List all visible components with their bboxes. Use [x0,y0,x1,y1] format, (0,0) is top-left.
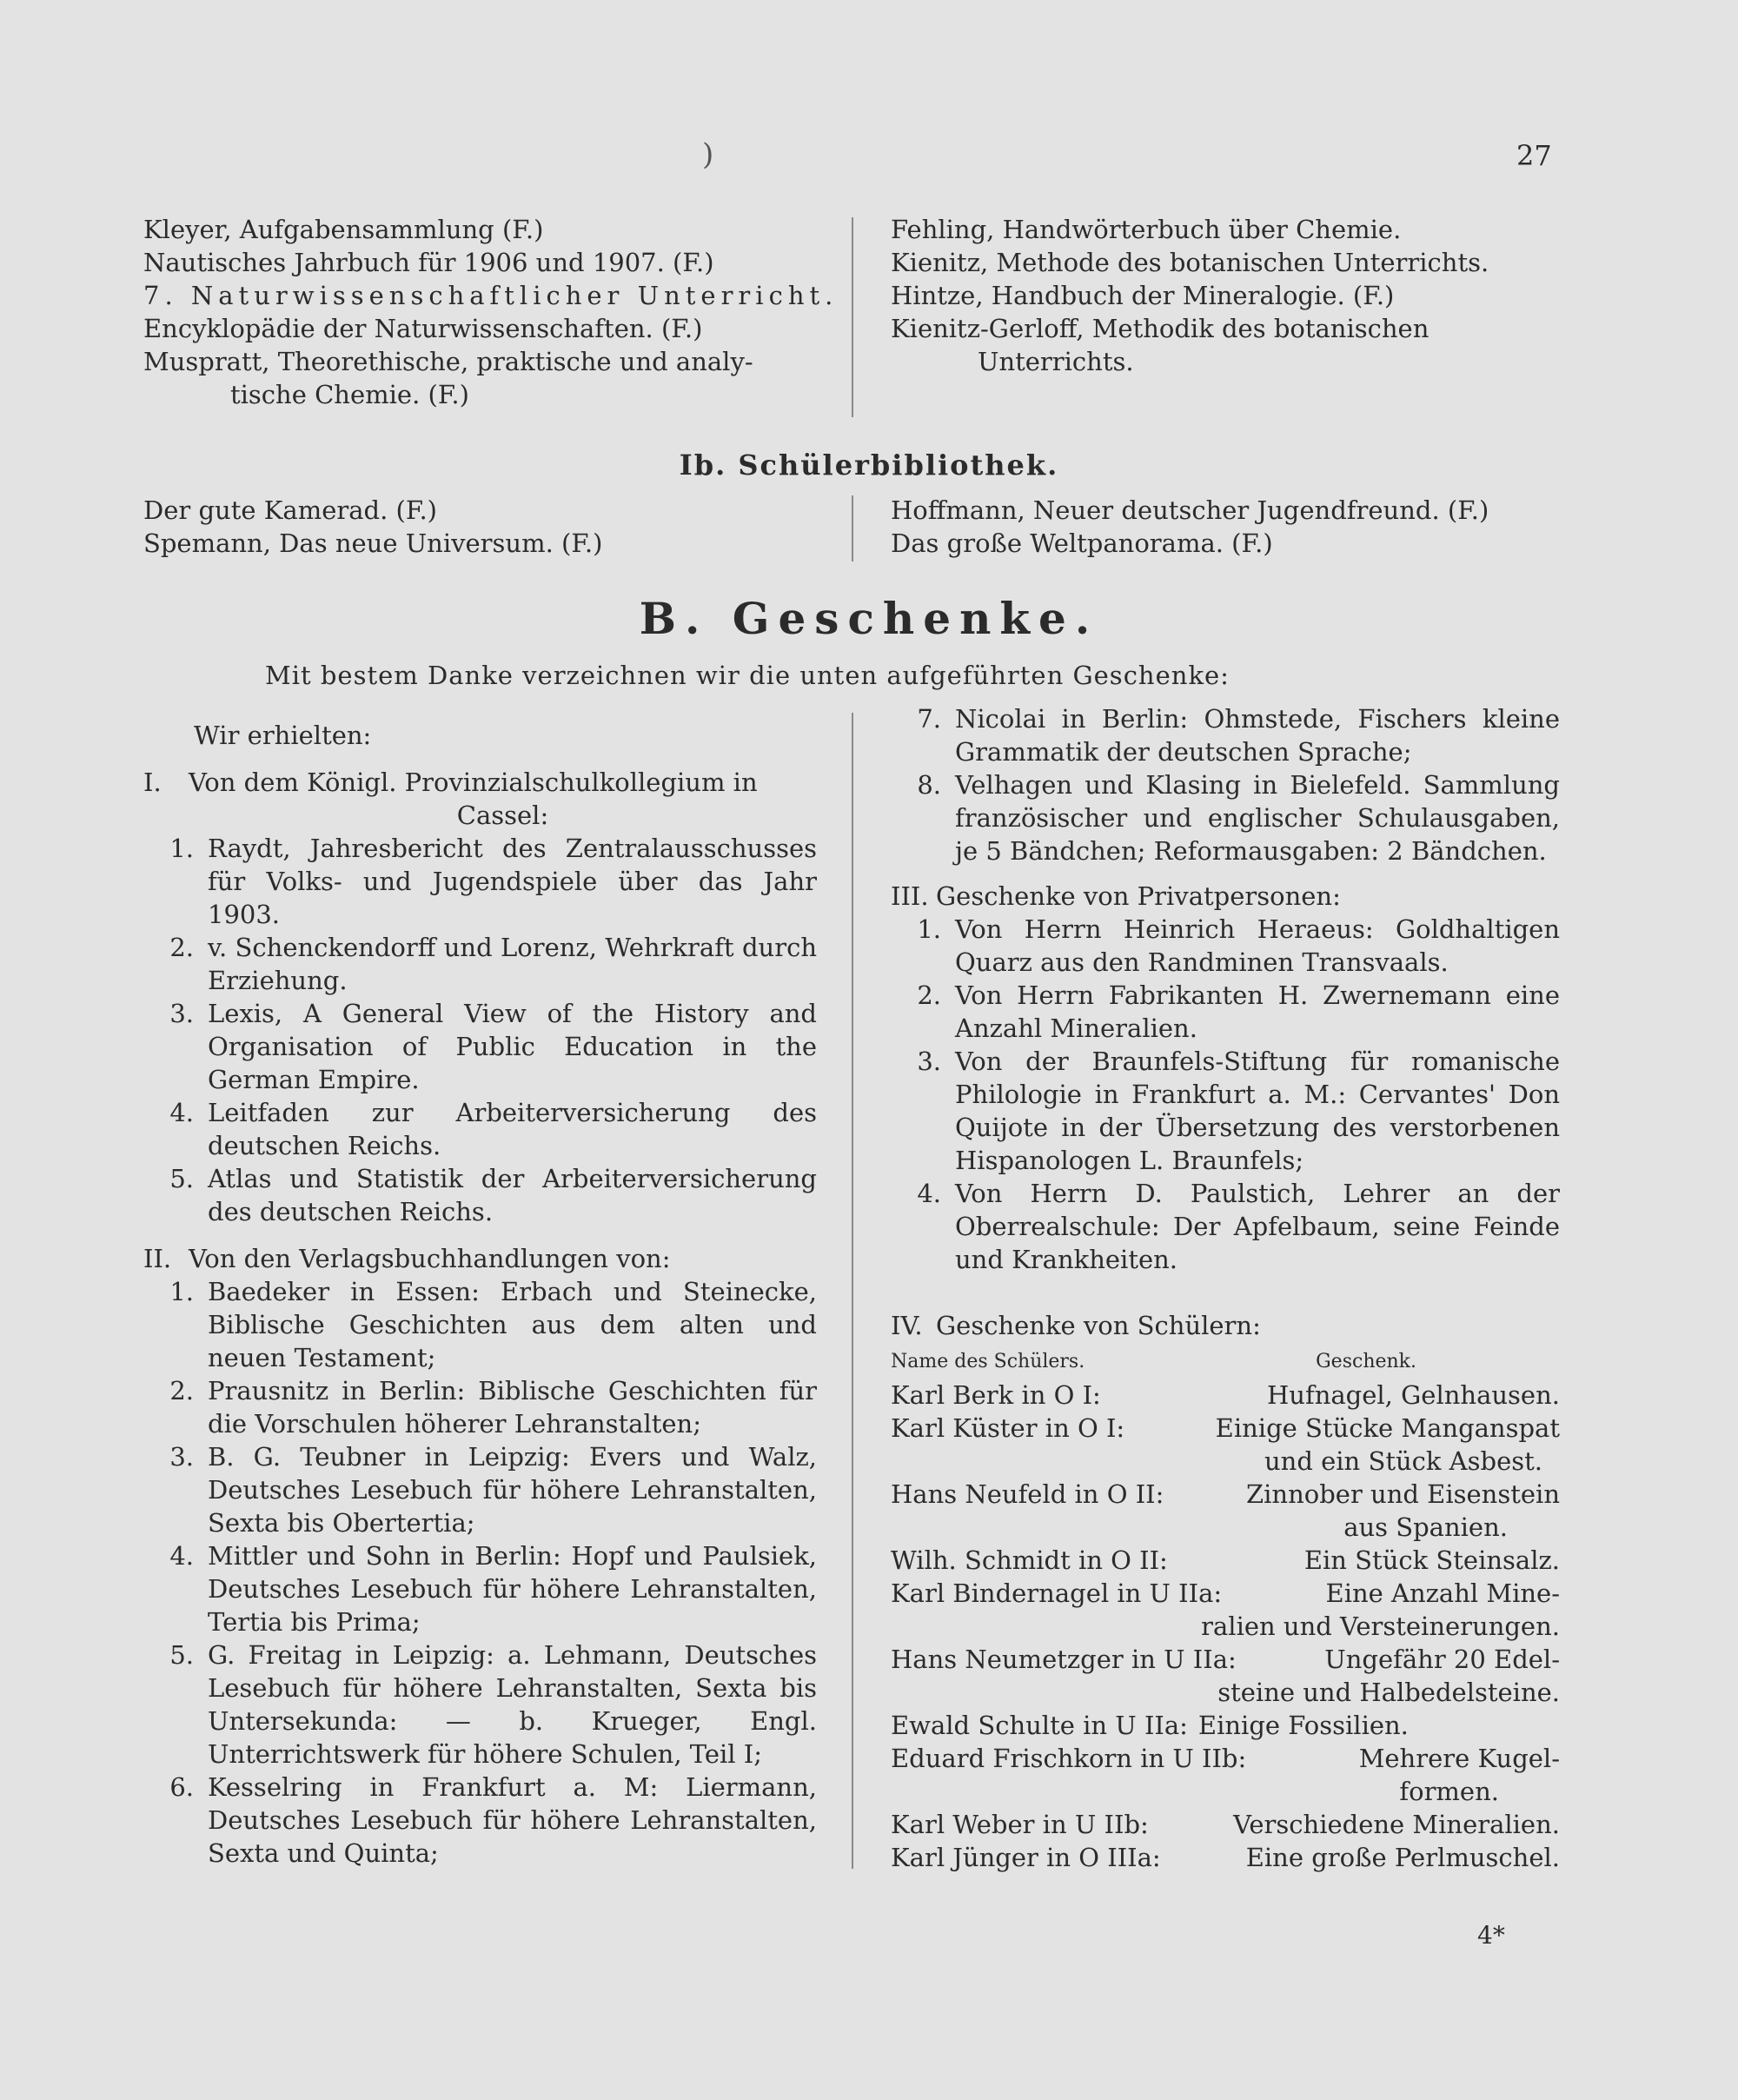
item-number: 3. [917,1047,941,1076]
list-item: Kienitz-Gerloff, Methodik des botanischen [891,314,1430,343]
pupil-name: Karl Berk in O I: [891,1380,1101,1410]
group-number: IV. [891,1311,923,1340]
item-text: Von Herrn Fabrikanten H. Zwernemann eine Anzahl Mineralien. [955,980,1560,1043]
table-row [891,1841,1560,1874]
item-text: Nicolai in Berlin: Ohmstede, Fischers kleine Grammatik der deutschen Sprache; [955,704,1560,767]
gift-text: Zinnober und Eisenstein [1246,1479,1560,1509]
list-item-cont: tische Chemie. (F.) [230,380,469,409]
item-text: Velhagen und Klasing in Bielefeld. Sammlung französischer und englischer Schulausgaben, je 5 Bändchen; Reformausgaben: 2 Bändchen. [955,770,1560,866]
received-label: Wir erhielten: [194,721,372,750]
list-item [891,702,1560,768]
top-left-column [143,213,839,411]
item-number: 1. [917,914,941,944]
table-row [891,1709,1560,1742]
item-text: Von Herrn D. Paulstich, Lehrer an der Oberrealschule: Der Apfelbaum, seine Feinde und Krankheiten. [955,1179,1560,1274]
item-text: Raydt, Jahresbericht des Zentralausschusses für Volks- und Jugendspiele über das Jahr 1903. [208,834,817,929]
list-item [891,1045,1560,1177]
item-number: 5. [169,1640,194,1670]
list-item [891,1177,1560,1276]
item-text: Von der Braunfels-Stiftung für romanische Philologie in Frankfurt a. M.: Cervantes' Don Quijote in der Übersetzung des verstorbenen Hispanologen L. Braunfels; [955,1047,1560,1175]
pupil-name: Hans Neumetzger in U IIa: [891,1645,1237,1674]
column-divider [852,713,853,1869]
gift-text: Eine Anzahl Mine- [1325,1578,1560,1608]
pupil-name: Ewald Schulte in U IIa: [891,1711,1188,1740]
pupil-name: Karl Küster in O I: [891,1413,1125,1443]
item-text: Mittler und Sohn in Berlin: Hopf und Paulsiek, Deutsches Lesebuch für höhere Lehranstalten, Tertia bis Prima; [208,1541,817,1637]
gift-text: Ungefähr 20 Edel- [1324,1645,1560,1674]
column-divider [852,217,853,417]
list-item: Kleyer, Aufgabensammlung (F.) [143,215,544,244]
table-row [891,1577,1560,1643]
group-title: Geschenke von Schülern: [936,1311,1261,1340]
page-number: 27 [1516,139,1552,172]
top-right-column [891,213,1586,378]
list-item: Der gute Kamerad. (F.) [143,495,437,525]
list-item [143,931,817,997]
gift-text-cont: formen. [1399,1777,1499,1806]
list-item [143,1096,817,1162]
item-text: Leitfaden zur Arbeiterversicherung des deutschen Reichs. [208,1098,817,1160]
column-divider [852,495,853,562]
stray-paren: ) [702,137,714,172]
group-number: II. [143,1244,172,1273]
gift-text: Ein Stück Steinsalz. [1304,1545,1560,1575]
gift-text: Einige Fossilien. [1197,1711,1409,1740]
group-number: I. [143,768,162,797]
pupil-name: Wilh. Schmidt in O II: [891,1545,1168,1575]
item-number: 7. [917,704,941,734]
item-number: 2. [917,980,941,1010]
gift-text-cont: ralien und Versteinerungen. [1201,1612,1560,1641]
list-item [143,1440,817,1539]
item-number: 4. [917,1179,941,1208]
group-3 [891,880,1560,913]
ib-right-column [891,494,1586,560]
group-4 [891,1309,1560,1342]
list-item-cont: Unterrichts. [978,347,1134,376]
item-number: 2. [169,1376,194,1406]
table-row [891,1544,1560,1577]
list-item [143,997,817,1096]
group-title [189,766,817,832]
table-row [891,1478,1560,1544]
intro-text: Mit bestem Danke verzeichnen wir die unten aufgeführten Geschenke: [265,661,1230,690]
pupil-name: Karl Bindernagel in U IIa: [891,1578,1223,1608]
gift-text: Hufnagel, Gelnhausen. [1267,1380,1560,1410]
item-number: 5. [169,1164,194,1193]
list-item: Das große Weltpanorama. (F.) [891,528,1273,558]
item-text: Baedeker in Essen: Erbach und Steinecke, Biblische Geschichten aus dem alten und neuen Testament; [208,1277,817,1372]
item-text: v. Schenckendorff und Lorenz, Wehrkraft durch Erziehung. [208,933,817,995]
signature-mark: 4* [1477,1921,1505,1950]
list-item: Kienitz, Methode des botanischen Unterrichts. [891,248,1489,277]
item-text: Kesselring in Frankfurt a. M: Liermann, Deutsches Lesebuch für höhere Lehranstalten, Sexta und Quinta; [208,1772,817,1868]
group-title: Von den Verlagsbuchhandlungen von: [189,1244,671,1273]
item-number: 3. [169,999,194,1028]
list-item: Spemann, Das neue Universum. (F.) [143,528,603,558]
list-item [143,1539,817,1638]
table-row [891,1412,1560,1478]
list-item [891,768,1560,867]
list-item: Fehling, Handwörterbuch über Chemie. [891,215,1402,244]
gift-table [891,1379,1560,1874]
gift-text: Einige Stücke Manganspat [1215,1413,1560,1443]
list-item: Hoffmann, Neuer deutscher Jugendfreund. (F.) [891,495,1489,525]
item-text: B. G. Teubner in Leipzig: Evers und Walz, Deutsches Lesebuch für höhere Lehranstalten, Sexta bis Obertertia; [208,1442,817,1538]
list-item: Muspratt, Theorethische, praktische und analy- [143,347,753,376]
list-item [143,832,817,931]
group-number: III. [891,881,929,911]
gift-text-cont: und ein Stück Asbest. [1264,1446,1542,1476]
pupil-name: Hans Neufeld in O II: [891,1479,1164,1509]
gift-text-cont: steine und Halbedelsteine. [1217,1678,1560,1707]
list-item: Hintze, Handbuch der Mineralogie. (F.) [891,281,1395,310]
table-row [891,1379,1560,1412]
list-item [143,1162,817,1228]
ib-left-column [143,494,821,560]
item-text: Atlas und Statistik der Arbeiterversicherung des deutschen Reichs. [208,1164,817,1226]
gift-table-header [891,1346,1560,1379]
item-number: 8. [917,770,941,800]
gift-text: Eine große Perlmuschel. [1245,1843,1560,1872]
pupil-name: Karl Jünger in O IIIa: [891,1843,1161,1872]
item-number: 6. [169,1772,194,1802]
section-heading-b: B. Geschenke. [639,593,1099,644]
item-text: Lexis, A General View of the History and Organisation of Public Education in the German Empire. [208,999,817,1094]
item-text: G. Freitag in Leipzig: a. Lehmann, Deutsches Lesebuch für höhere Lehranstalten, Sexta bis Untersekunda: — b. Krueger, Engl. Unterrichtswerk für höhere Schulen, Teil I; [208,1640,817,1769]
section-heading-ib: Ib. Schülerbibliothek. [679,449,1059,482]
gifts-left-column [143,719,817,1870]
group-title-line: Von dem Königl. Provinzialschulkollegium in [189,768,758,797]
list-item [891,913,1560,979]
table-row [891,1808,1560,1841]
subsection-heading: 7. Naturwissenschaftlicher Unterricht. [143,281,839,310]
list-item [891,979,1560,1045]
list-item [143,1638,817,1771]
list-item: Nautisches Jahrbuch für 1906 und 1907. (F.) [143,248,714,277]
column-header-gift: Geschenk. [1316,1351,1416,1372]
pupil-name: Eduard Frischkorn in U IIb: [891,1744,1247,1773]
table-row [891,1643,1560,1709]
group-2 [143,1242,817,1275]
gift-text: Mehrere Kugel- [1358,1744,1560,1773]
group-title: Geschenke von Privatpersonen: [936,881,1341,911]
gift-text: Verschiedene Mineralien. [1233,1810,1560,1839]
table-row [891,1742,1560,1808]
item-number: 4. [169,1098,194,1127]
item-number: 4. [169,1541,194,1571]
item-number: 3. [169,1442,194,1472]
column-header-name: Name des Schülers. [891,1351,1085,1372]
group-1 [143,766,817,832]
group-title-line: Cassel: [456,801,549,830]
list-item [143,1275,817,1374]
gifts-right-column [891,702,1560,1874]
pupil-name: Karl Weber in U IIb: [891,1810,1149,1839]
item-number: 2. [169,933,194,962]
list-item [143,1374,817,1440]
item-number: 1. [169,834,194,863]
list-item: Encyklopädie der Naturwissenschaften. (F.) [143,314,703,343]
item-text: Prausnitz in Berlin: Biblische Geschichten für die Vorschulen höherer Lehranstalten; [208,1376,817,1439]
list-item [143,1771,817,1870]
gift-text-cont: aus Spanien. [1343,1512,1508,1542]
item-text: Von Herrn Heinrich Heraeus: Goldhaltigen Quarz aus den Randminen Transvaals. [955,914,1560,977]
item-number: 1. [169,1277,194,1306]
